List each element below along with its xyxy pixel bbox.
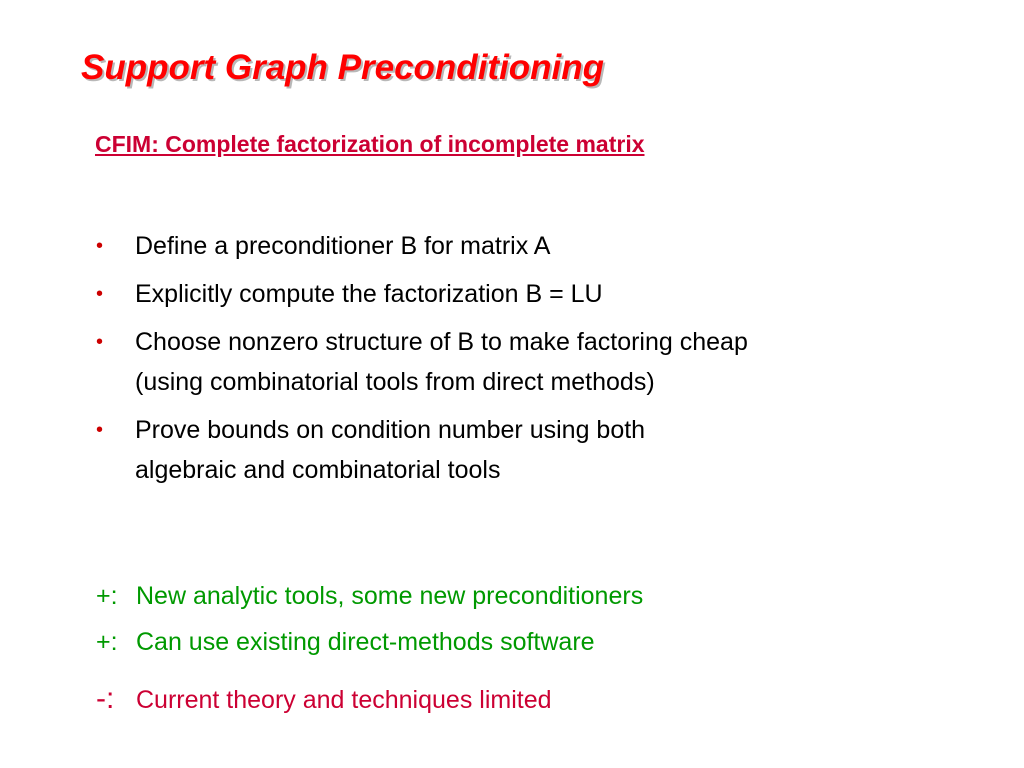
- pro-text: New analytic tools, some new preconditioners: [136, 582, 644, 610]
- bullet-text-continuation: algebraic and combinatorial tools: [135, 456, 501, 484]
- bullet-marker: •: [96, 419, 104, 441]
- bullet-text: Choose nonzero structure of B to make factoring cheap: [135, 328, 748, 356]
- slide-subtitle: CFIM: Complete factorization of incomplete matrix: [95, 131, 645, 157]
- bullet-text: Prove bounds on condition number using both: [135, 416, 646, 444]
- plus-sign: +:: [96, 582, 118, 610]
- con-item: [96, 682, 552, 716]
- bullet-marker: •: [96, 331, 104, 353]
- plus-sign: +:: [96, 628, 118, 656]
- bullet-text-continuation: (using combinatorial tools from direct methods): [135, 368, 655, 396]
- bullet-item: [96, 322, 896, 402]
- bullet-item: [96, 274, 896, 314]
- bullet-marker: •: [96, 235, 104, 257]
- pro-item: [96, 582, 643, 611]
- con-text: Current theory and techniques limited: [136, 686, 552, 714]
- bullet-text: Define a preconditioner B for matrix A: [135, 232, 551, 260]
- slide-title: Support Graph Preconditioning: [81, 48, 605, 87]
- pro-item: [96, 628, 595, 657]
- bullet-list: [96, 226, 896, 498]
- bullet-item: [96, 410, 896, 490]
- bullet-text: Explicitly compute the factorization B = LU: [135, 280, 603, 308]
- pro-text: Can use existing direct-methods software: [136, 628, 595, 656]
- minus-sign: -:: [96, 682, 115, 715]
- bullet-marker: •: [96, 283, 104, 305]
- bullet-item: [96, 226, 896, 266]
